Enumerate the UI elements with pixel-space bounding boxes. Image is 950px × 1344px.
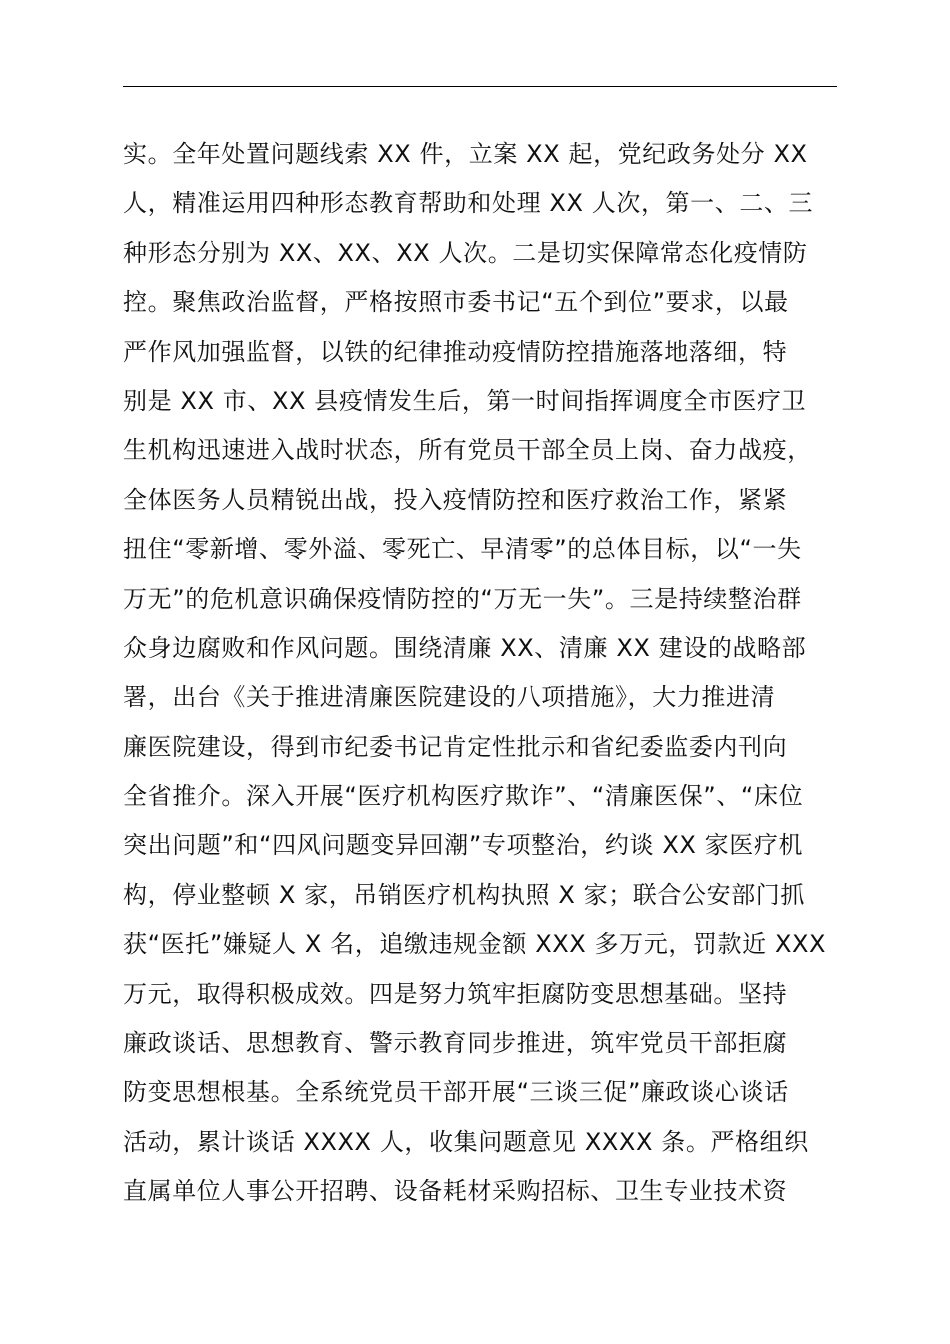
text-line: 活动，累计谈话 XXXX 人，收集问题意见 XXXX 条。严格组织 bbox=[123, 1127, 809, 1156]
body-paragraph bbox=[123, 130, 853, 1217]
text-line: 防变思想根基。全系统党员干部开展“三谈三促”廉政谈心谈话 bbox=[123, 1078, 789, 1107]
text-line: 署，出台《关于推进清廉医院建设的八项措施》，大力推进清 bbox=[123, 683, 776, 712]
text-line: 别是 XX 市、XX 县疫情发生后，第一时间指挥调度全市医疗卫 bbox=[123, 386, 807, 415]
text-line: 实。全年处置问题线索 XX 件，立案 XX 起，党纪政务处分 XX bbox=[123, 140, 808, 168]
text-line: 廉医院建设，得到市纪委书记肯定性批示和省纪委监委内刊向 bbox=[123, 732, 788, 761]
text-line: 种形态分别为 XX、XX、XX 人次。二是切实保障常态化疫情防 bbox=[123, 238, 808, 267]
text-line: 万无”的危机意识确保疫情防控的“万无一失”。三是持续整治群 bbox=[123, 584, 802, 613]
text-line: 控。聚焦政治监督，严格按照市委书记“五个到位”要求，以最 bbox=[123, 288, 789, 317]
text-line: 人，精准运用四种形态教育帮助和处理 XX 人次，第一、二、三 bbox=[123, 189, 814, 218]
text-line: 严作风加强监督，以铁的纪律推动疫情防控措施落地落细，特 bbox=[123, 337, 788, 366]
text-line: 突出问题”和“四风问题变异回潮”专项整治，约谈 XX 家医疗机 bbox=[123, 831, 804, 860]
text-line: 全体医务人员精锐出战，投入疫情防控和医疗救治工作，紧紧 bbox=[123, 485, 788, 514]
text-line: 廉政谈话、思想教育、警示教育同步推进，筑牢党员干部拒腐 bbox=[123, 1029, 788, 1058]
text-line: 生机构迅速进入战时状态，所有党员干部全员上岗、奋力战疫， bbox=[123, 436, 812, 465]
text-line: 全省推介。深入开展“医疗机构医疗欺诈”、“清廉医保”、“床位 bbox=[123, 782, 804, 811]
text-line: 直属单位人事公开招聘、设备耗材采购招标、卫生专业技术资 bbox=[123, 1177, 788, 1206]
text-line: 获“医托”嫌疑人 X 名，追缴违规金额 XXX 多万元，罚款近 XXX bbox=[123, 930, 827, 959]
text-line: 万元，取得积极成效。四是努力筑牢拒腐防变思想基础。坚持 bbox=[123, 979, 788, 1008]
text-line: 构，停业整顿 X 家，吊销医疗机构执照 X 家；联合公安部门抓 bbox=[123, 880, 805, 909]
text-line: 扭住“零新增、零外溢、零死亡、早清零”的总体目标，以“一失 bbox=[123, 535, 802, 564]
header-rule bbox=[123, 86, 837, 87]
text-line: 众身边腐败和作风问题。围绕清廉 XX、清廉 XX 建设的战略部 bbox=[123, 633, 807, 662]
